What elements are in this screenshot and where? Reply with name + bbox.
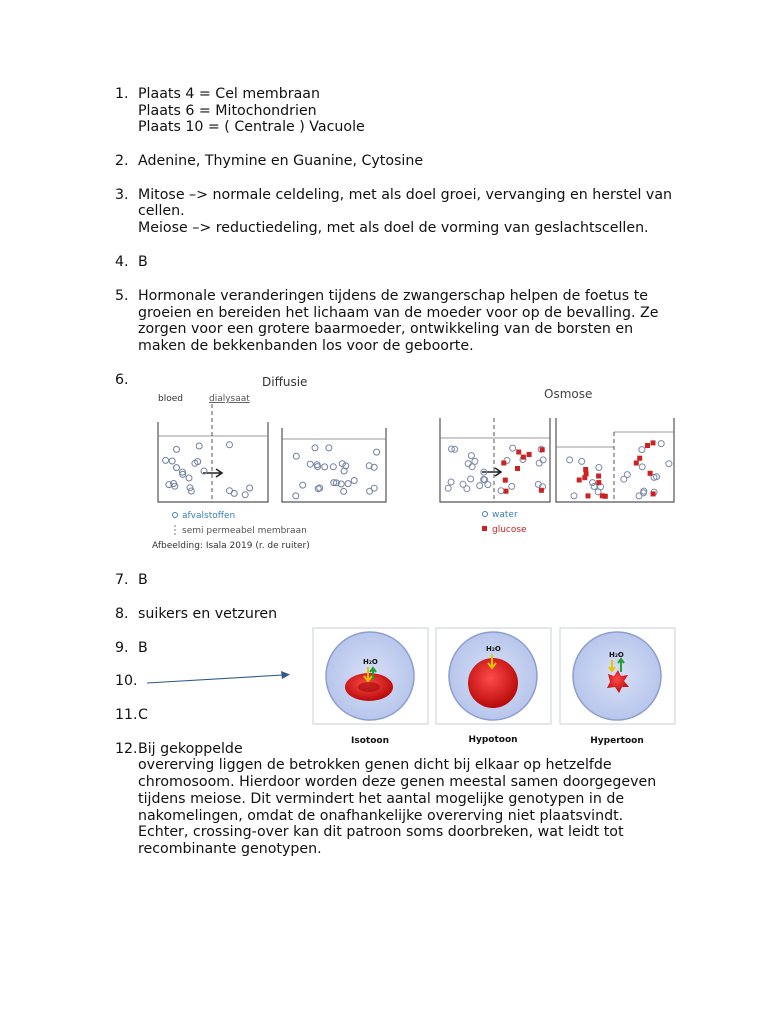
glucose-particle: [527, 452, 532, 457]
glucose-particle: [504, 489, 509, 494]
particle: [472, 458, 478, 464]
item-1-line: Plaats 6 = Mitochondrien: [138, 103, 317, 119]
particle: [658, 441, 664, 447]
glucose-particle: [539, 488, 544, 493]
item-12-number: 12.: [115, 741, 138, 757]
legend-membrane: semi permeabel membraan: [182, 526, 307, 536]
particle: [639, 447, 645, 453]
particle: [330, 464, 336, 470]
item-3-number: 3.: [115, 187, 129, 203]
item-9-line: B: [138, 640, 148, 656]
item-12-line: tijdens meiose. Dit vermindert het aantal mogelijke genotypen in de: [138, 791, 625, 807]
particle: [567, 457, 573, 463]
particle: [590, 480, 596, 486]
glucose-particle: [540, 447, 545, 452]
red-blood-cells-figure: [312, 626, 676, 748]
diffusion-figure: [148, 372, 398, 557]
label-isotonic: Isotoon: [351, 736, 389, 746]
particle: [293, 493, 299, 499]
glucose-particle: [521, 455, 526, 460]
item-3-line: Meiose –> reductiedeling, met als doel de vorming van geslachtscellen.: [138, 220, 649, 236]
glucose-particle: [586, 493, 591, 498]
glucose-particle: [515, 466, 520, 471]
particle: [247, 485, 253, 491]
glucose-particle: [584, 471, 589, 476]
glucose-particle: [651, 440, 656, 445]
particle: [498, 488, 504, 494]
particle: [540, 457, 546, 463]
legend-waste: afvalstoffen: [182, 511, 236, 521]
particle: [468, 453, 474, 459]
particle: [468, 476, 474, 482]
item-1-number: 1.: [115, 86, 129, 102]
item-11-number: 11.: [115, 707, 138, 723]
particle: [448, 479, 454, 485]
pointer-arrow: [145, 668, 295, 688]
hypotonic-h2o: H₂O: [486, 645, 501, 653]
glucose-particle: [645, 443, 650, 448]
glucose-particle: [596, 474, 601, 479]
particle: [465, 461, 471, 467]
isotonic-h2o: H₂O: [363, 658, 378, 666]
item-1-line: Plaats 10 = ( Centrale ) Vacuole: [138, 119, 365, 135]
item-12-line: recombinante genotypen.: [138, 841, 322, 857]
item-11-line: C: [138, 707, 148, 723]
particle: [460, 481, 466, 487]
hypertonic-h2o: H₂O: [609, 651, 624, 659]
particle: [571, 493, 577, 499]
item-12-line: overerving liggen de betrokken genen dicht bij elkaar op hetzelfde: [138, 757, 612, 773]
label-hypotonic: Hypotoon: [468, 735, 518, 745]
particle: [596, 465, 602, 471]
glucose-particle: [577, 478, 582, 483]
particle: [307, 461, 313, 467]
label-hypertonic: Hypertoon: [590, 736, 644, 746]
particle: [312, 445, 318, 451]
item-12-line: Bij gekoppelde: [138, 741, 243, 757]
item-6-number: 6.: [115, 372, 129, 388]
item-5-line: Hormonale veranderingen tijdens de zwangerschap helpen de foetus te: [138, 288, 648, 304]
item-5-line: groeien en bereiden het lichaam van de moeder voor op de bevalling. Ze: [138, 305, 659, 321]
glucose-particle: [648, 471, 653, 476]
particle: [624, 472, 630, 478]
particle: [174, 446, 180, 452]
item-4-line: B: [138, 254, 148, 270]
glucose-particle: [516, 450, 521, 455]
item-9-number: 9.: [115, 640, 129, 656]
glucose-particle: [600, 493, 605, 498]
particle: [186, 475, 192, 481]
item-12-line: nakomelingen, omdat de onafhankelijke overerving niet plaatsvindt.: [138, 808, 624, 824]
osmosis-figure: [436, 380, 676, 545]
item-1-line: Plaats 4 = Cel membraan: [138, 86, 320, 102]
particle: [510, 445, 516, 451]
particle: [322, 464, 328, 470]
particle: [536, 460, 542, 466]
item-7-line: B: [138, 572, 148, 588]
item-2-number: 2.: [115, 153, 129, 169]
item-5-line: maken de bekkenbanden los voor de geboorte.: [138, 338, 474, 354]
item-8-line: suikers en vetzuren: [138, 606, 278, 622]
legend-water: water: [492, 510, 518, 520]
item-2-line: Adenine, Thymine en Guanine, Cytosine: [138, 153, 424, 169]
glucose-particle: [501, 461, 506, 466]
item-3-line: Mitose –> normale celdeling, met als doel groei, vervanging en herstel van: [138, 187, 673, 203]
particle: [227, 488, 233, 494]
item-3-line: cellen.: [138, 203, 185, 219]
item-5-line: zorgen voor een grotere baarmoeder, ontwikkeling van de borsten en: [138, 321, 634, 337]
particle: [227, 442, 233, 448]
particle: [445, 485, 451, 491]
glucose-particle: [503, 478, 508, 483]
particle: [367, 488, 373, 494]
label-dialysate: dialysaat: [209, 394, 250, 404]
item-8-number: 8.: [115, 606, 129, 622]
particle: [300, 482, 306, 488]
particle: [345, 481, 351, 487]
particle: [636, 493, 642, 499]
particle: [169, 458, 175, 464]
diffusion-caption: Afbeelding: Isala 2019 (r. de ruiter): [152, 541, 310, 551]
glucose-particle: [637, 456, 642, 461]
diffusion-title: Diffusie: [262, 375, 308, 389]
particle: [174, 465, 180, 471]
particle: [196, 443, 202, 449]
particle: [326, 445, 332, 451]
glucose-particle: [651, 491, 656, 496]
label-blood: bloed: [158, 394, 183, 404]
particle: [666, 461, 672, 467]
item-7-number: 7.: [115, 572, 129, 588]
osmosis-title: Osmose: [544, 387, 593, 401]
item-5-number: 5.: [115, 288, 129, 304]
particle: [341, 488, 347, 494]
particle: [509, 483, 515, 489]
glucose-particle: [596, 480, 601, 485]
glucose-particle: [634, 461, 639, 466]
particle: [374, 449, 380, 455]
legend-glucose: glucose: [492, 525, 527, 535]
particle: [477, 483, 483, 489]
particle: [293, 453, 299, 459]
particle: [579, 458, 585, 464]
particle: [163, 457, 169, 463]
item-4-number: 4.: [115, 254, 129, 270]
particle: [591, 484, 597, 490]
glucose-particle: [583, 467, 588, 472]
item-12-line: Echter, crossing-over kan dit patroon soms doorbreken, wat leidt tot: [138, 824, 624, 840]
item-12-line: chromosoom. Hierdoor worden deze genen meestal samen doorgegeven: [138, 774, 657, 790]
particle: [242, 492, 248, 498]
particle: [639, 464, 645, 470]
particle: [351, 478, 357, 484]
item-10-number: 10.: [115, 673, 138, 689]
